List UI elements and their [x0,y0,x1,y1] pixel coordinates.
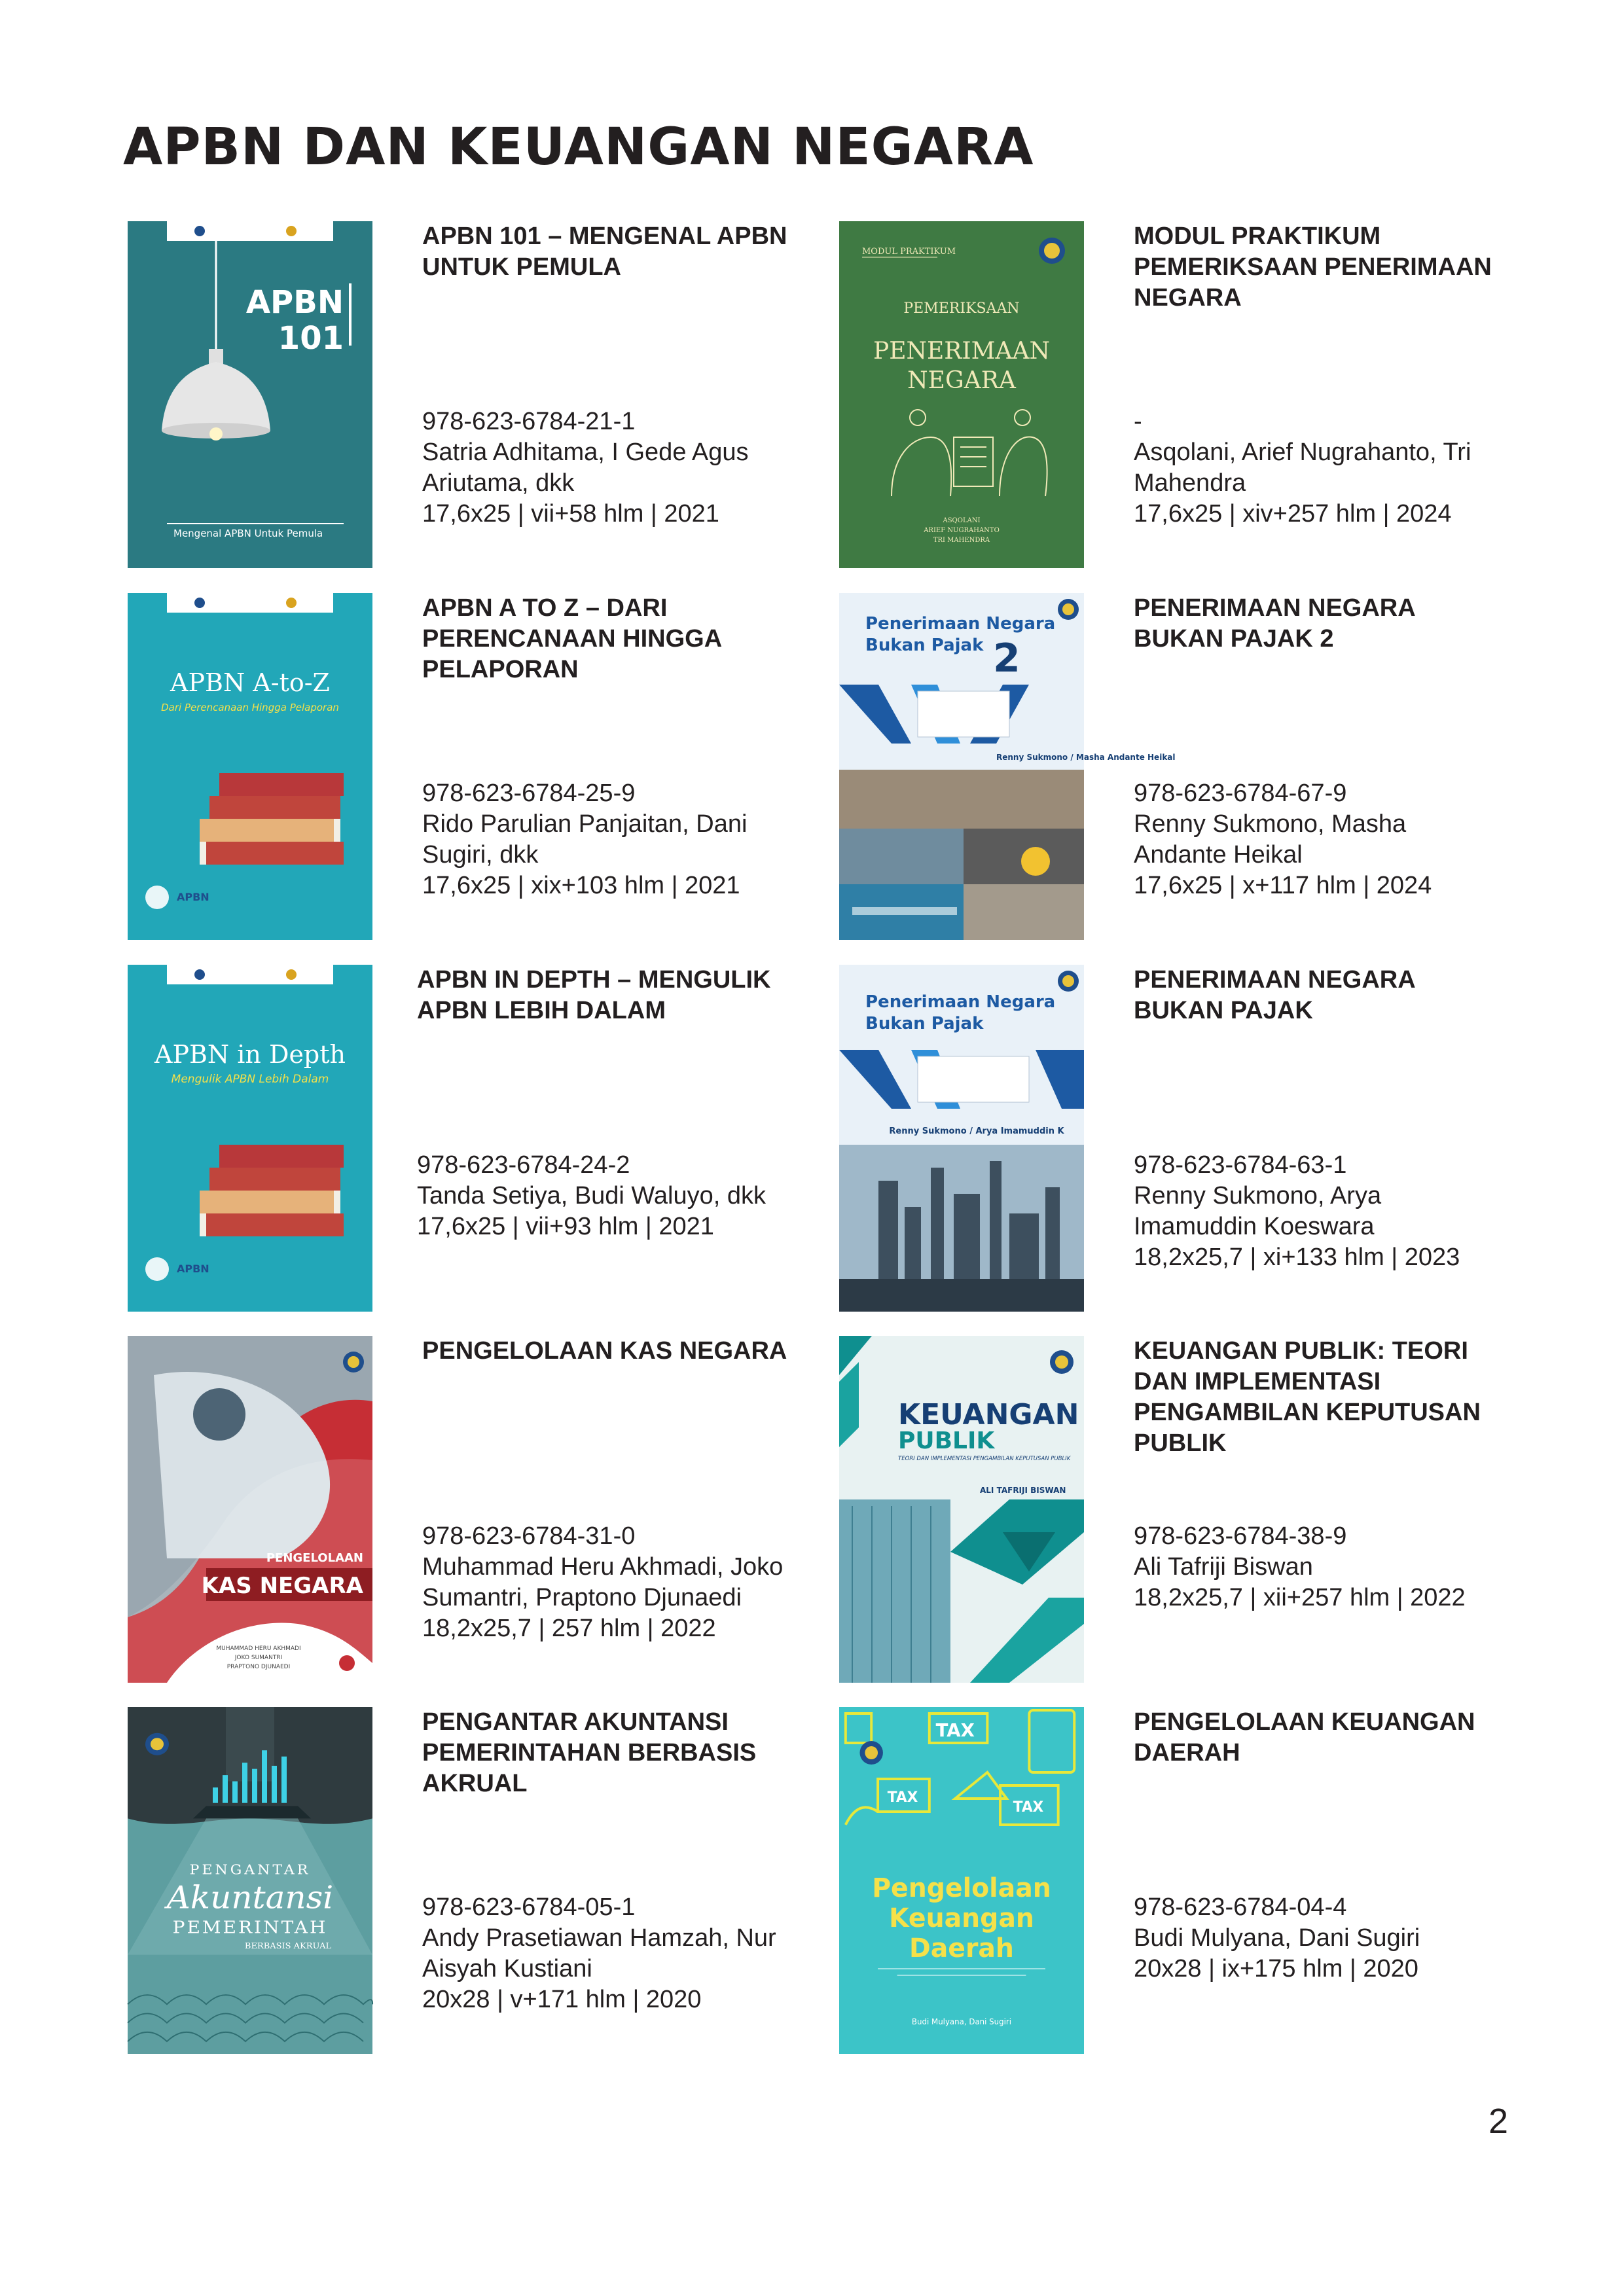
cover-title: KEUANGAN [898,1398,1079,1431]
cover-subtitle-2: TEORI DAN IMPLEMENTASI PENGAMBILAN KEPUTUSAN PUBLIK [898,1456,1071,1462]
cover-author: Budi Mulyana, Dani Sugiri [911,2017,1012,2027]
book-title[interactable]: APBN A TO Z – DARI PERENCANAAN HINGGA PELAPORAN [422,594,721,683]
cover-subtitle: Keuangan [889,1903,1034,1934]
cover-subtitle: Akuntansi [166,1880,334,1916]
book-authors: Ali Tafriji Biswan [1134,1553,1313,1581]
book-authors: Rido Parulian Panjaitan, Dani Sugiri, dkk [422,810,748,869]
svg-text:TAX: TAX [1013,1799,1044,1816]
book-authors: Tanda Setiya, Budi Waluyo, dkk [417,1182,766,1210]
book-details: 17,6x25 | vii+93 hlm | 2021 [417,1213,714,1240]
cover-title: APBN in Depth [154,1040,346,1069]
cover-author: ALI TAFRIJI BISWAN [980,1486,1066,1495]
cover-badge: APBN [177,1263,209,1275]
cover-label: MODUL PRAKTIKUM [862,247,956,257]
cover-subtitle-2: PEMERINTAH [172,1918,328,1938]
cover-title: PENGANTAR [189,1862,311,1878]
book-details: 17,6x25 | vii+58 hlm | 2021 [422,500,719,528]
book-title[interactable]: KEUANGAN PUBLIK: TEORI DAN IMPLEMENTASI PENGAMBILAN KEPUTUSAN PUBLIK [1134,1337,1481,1457]
cover-title: Penerimaan Negara [865,614,1056,634]
svg-text:TAX: TAX [887,1789,918,1806]
book-title[interactable]: APBN IN DEPTH – MENGULIK APBN LEBIH DALAM [417,966,771,1024]
cover-authors: Renny Sukmono / Masha Andante Heikal [996,753,1176,762]
book-title[interactable]: PENERIMAAN NEGARA BUKAN PAJAK 2 [1134,594,1415,653]
book-authors: Satria Adhitama, I Gede Agus Ariutama, dkk [422,439,749,497]
book-isbn: 978-623-6784-24-2 [417,1151,630,1179]
book-authors: Andy Prasetiawan Hamzah, Nur Aisyah Kustiani [422,1924,776,1982]
book-authors: Renny Sukmono, Arya Imamuddin Koeswara [1134,1182,1382,1240]
book-title[interactable]: PENGELOLAAN KAS NEGARA [422,1337,787,1365]
book-title[interactable]: PENGELOLAAN KEUANGAN DAERAH [1134,1708,1475,1767]
cover-subtitle: Bukan Pajak [865,636,984,655]
book-cover-pnbp[interactable] [839,965,1084,1312]
cover-badge: APBN [177,891,209,903]
cover-subtitle: Mengulik APBN Lebih Dalam [171,1073,329,1086]
cover-title: APBN [245,284,344,321]
book-cover-keuangan-publik[interactable] [839,1336,1084,1683]
book-details: 18,2x25,7 | 257 hlm | 2022 [422,1615,716,1642]
cover-subtitle: Dari Perencanaan Hingga Pelaporan [161,702,339,713]
cover-numeral: 2 [993,636,1020,681]
book-cover-kas-negara[interactable] [128,1336,372,1683]
svg-text:MUHAMMAD HERU AKHMADI: MUHAMMAD HERU AKHMADI [216,1645,301,1652]
book-details: 18,2x25,7 | xi+133 hlm | 2023 [1134,1244,1460,1271]
book-title[interactable]: APBN 101 – MENGENAL APBN UNTUK PEMULA [422,223,787,281]
book-details: 18,2x25,7 | xii+257 hlm | 2022 [1134,1584,1466,1611]
book-isbn: 978-623-6784-38-9 [1134,1522,1347,1550]
svg-text:TRI MAHENDRA: TRI MAHENDRA [933,537,990,544]
book-title[interactable]: MODUL PRAKTIKUM PEMERIKSAAN PENERIMAAN NEGARA [1134,223,1492,312]
book-details: 17,6x25 | xiv+257 hlm | 2024 [1134,500,1452,528]
cover-caption: Mengenal APBN Untuk Pemula [173,528,323,539]
cover-title: Penerimaan Negara [865,992,1056,1012]
book-title[interactable]: PENERIMAAN NEGARA BUKAN PAJAK [1134,966,1415,1024]
cover-title: Pengelolaan [872,1873,1051,1904]
book-details: 17,6x25 | xix+103 hlm | 2021 [422,872,740,899]
book-isbn: - [1134,408,1142,435]
cover-subtitle-2: NEGARA [907,367,1016,394]
book-cover-apbn-in-depth[interactable] [128,965,372,1312]
cover-subtitle: Bukan Pajak [865,1014,984,1033]
book-title[interactable]: PENGANTAR AKUNTANSI PEMERINTAHAN BERBASIS AKRUAL [422,1708,757,1797]
cover-subtitle: 101 [278,320,344,357]
svg-text:ASQOLANI: ASQOLANI [943,517,981,524]
book-details: 20x28 | ix+175 hlm | 2020 [1134,1955,1418,1982]
book-cover-keuangan-daerah[interactable] [839,1707,1084,2054]
page-number: 2 [1489,2102,1509,2141]
cover-authors: Renny Sukmono / Arya Imamuddin K [889,1126,1064,1136]
cover-subtitle: KAS NEGARA [201,1573,363,1599]
page-title: APBN DAN KEUANGAN NEGARA [123,118,1034,177]
book-authors: Asqolani, Arief Nugrahanto, Tri Mahendra [1134,439,1471,497]
book-isbn: 978-623-6784-05-1 [422,1893,636,1921]
book-cover-apbn-101[interactable] [128,221,372,568]
book-authors: Budi Mulyana, Dani Sugiri [1134,1924,1420,1952]
book-isbn: 978-623-6784-21-1 [422,408,636,435]
svg-text:ARIEF NUGRAHANTO: ARIEF NUGRAHANTO [924,527,1000,534]
cover-subtitle-3: BERBASIS AKRUAL [244,1941,332,1951]
cover-tax-label: TAX [935,1719,975,1742]
book-authors: Renny Sukmono, Masha Andante Heikal [1134,810,1407,869]
cover-subtitle: PENERIMAAN [873,338,1050,365]
book-authors: Muhammad Heru Akhmadi, Joko Sumantri, Praptono Djunaedi [422,1553,784,1611]
svg-text:JOKO SUMANTRI: JOKO SUMANTRI [234,1655,283,1661]
cover-title: PEMERIKSAAN [903,300,1020,317]
book-cover-apbn-a-to-z[interactable] [128,593,372,940]
book-isbn: 978-623-6784-25-9 [422,780,636,807]
svg-text:PRAPTONO DJUNAEDI: PRAPTONO DJUNAEDI [226,1664,291,1670]
cover-title: PENGELOLAAN [266,1551,363,1565]
book-cover-akuntansi[interactable] [128,1707,372,2054]
book-details: 20x28 | v+171 hlm | 2020 [422,1986,702,2013]
cover-title: APBN A-to-Z [170,668,330,697]
book-isbn: 978-623-6784-67-9 [1134,780,1347,807]
cover-subtitle-2: Daerah [909,1933,1014,1964]
book-isbn: 978-623-6784-63-1 [1134,1151,1347,1179]
cover-subtitle: PUBLIK [898,1427,995,1454]
book-cover-pemeriksaan[interactable] [839,221,1084,568]
book-isbn: 978-623-6784-31-0 [422,1522,636,1550]
book-details: 17,6x25 | x+117 hlm | 2024 [1134,872,1432,899]
book-cover-pnbp-2[interactable] [839,593,1176,940]
book-isbn: 978-623-6784-04-4 [1134,1893,1347,1921]
